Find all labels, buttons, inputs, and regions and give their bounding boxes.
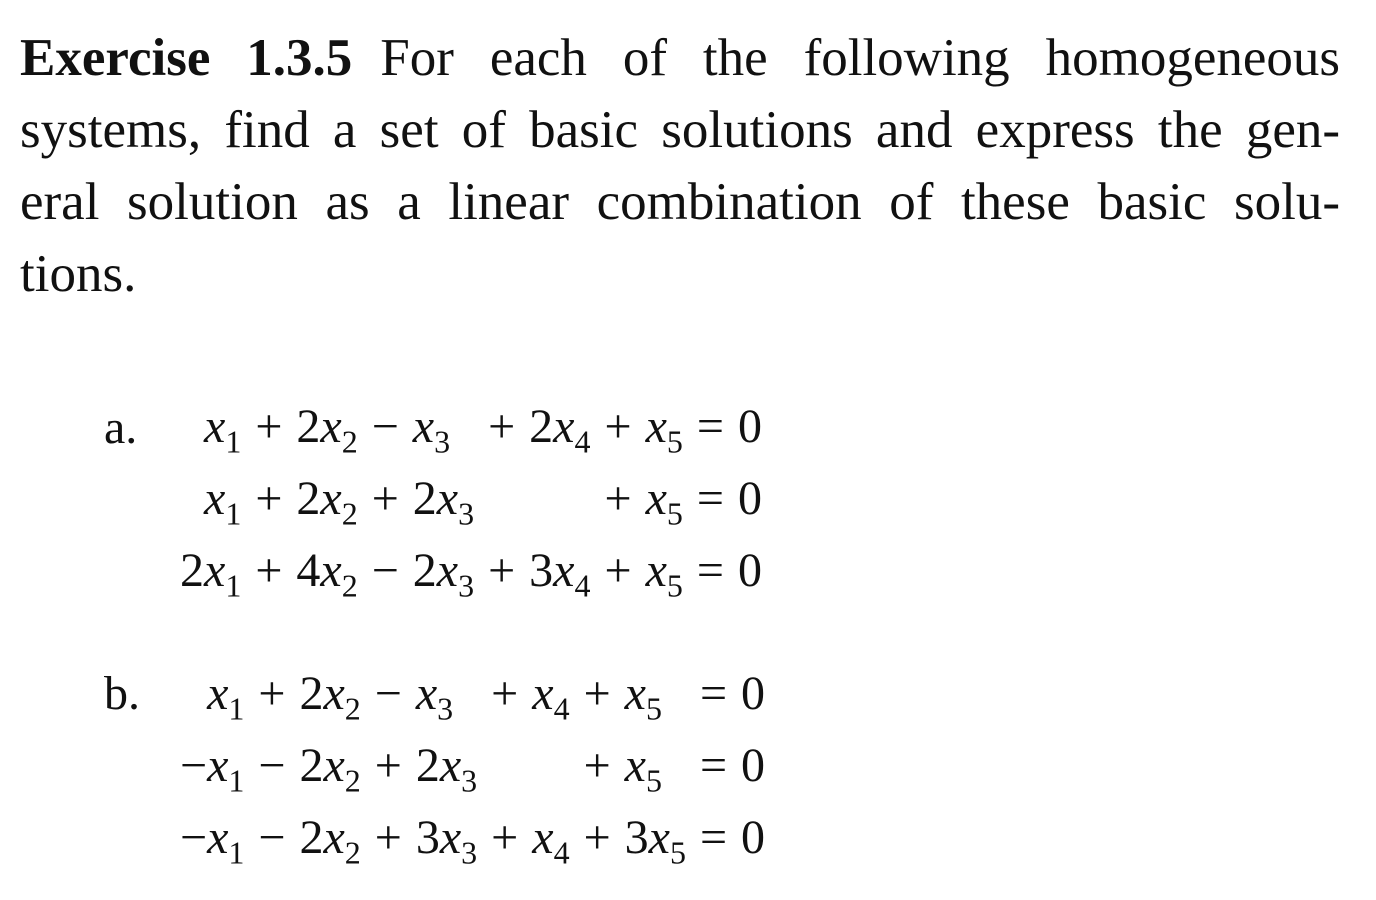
statement-line-3: eral solution as a linear combination of these basic solu- bbox=[20, 173, 1340, 231]
term: $x_5$ bbox=[645, 399, 683, 460]
system-a bbox=[180, 390, 762, 606]
operator: + bbox=[604, 471, 632, 525]
term: $2x_2$ bbox=[299, 666, 361, 727]
equals-sign: = bbox=[699, 810, 728, 864]
term: $x_4$ bbox=[532, 666, 570, 727]
operator: + bbox=[255, 471, 283, 525]
term: $2x_2$ bbox=[299, 810, 361, 871]
term: $4x_2$ bbox=[296, 543, 358, 604]
exercise-label: Exercise 1.3.5 bbox=[20, 29, 353, 87]
operator: + bbox=[488, 399, 516, 453]
statement-text-1: For each of the following homogeneous bbox=[380, 29, 1341, 87]
operator: + bbox=[491, 810, 519, 864]
operator: − bbox=[371, 399, 399, 453]
part-b-label: b. bbox=[104, 667, 140, 720]
equation-a-3 bbox=[180, 534, 762, 606]
term: $x_1$ bbox=[207, 666, 245, 727]
term: $x_5$ bbox=[645, 471, 683, 532]
term: $2x_2$ bbox=[299, 738, 361, 799]
term: $3x_3$ bbox=[415, 810, 478, 871]
equation-b-1 bbox=[180, 657, 765, 729]
term: $x_5$ bbox=[645, 543, 683, 604]
term: $2x_3$ bbox=[412, 543, 475, 604]
operator: + bbox=[583, 810, 611, 864]
term bbox=[532, 729, 569, 801]
term: $x_5$ bbox=[624, 666, 662, 727]
statement-line-4: tions. bbox=[20, 245, 137, 303]
exercise-statement bbox=[20, 22, 1340, 310]
term: $x_3$ bbox=[415, 666, 454, 727]
operator: + bbox=[488, 543, 516, 597]
equals-sign: = bbox=[699, 666, 728, 720]
rhs-value: 0 bbox=[741, 666, 766, 720]
term: $x_5$ bbox=[624, 738, 662, 799]
term: $2x_4$ bbox=[529, 399, 591, 460]
term: $x_3$ bbox=[412, 399, 451, 460]
equation-a-1 bbox=[180, 390, 762, 462]
operator: − bbox=[258, 738, 286, 792]
operator: + bbox=[374, 810, 402, 864]
term: $x_1$ bbox=[204, 471, 242, 532]
rhs-value: 0 bbox=[737, 543, 762, 597]
equals-sign: = bbox=[696, 399, 724, 453]
operator: + bbox=[583, 666, 611, 720]
equals-sign: = bbox=[696, 543, 724, 597]
operator: + bbox=[258, 666, 286, 720]
system-b bbox=[180, 657, 765, 873]
operator: + bbox=[604, 399, 632, 453]
term: $x_4$ bbox=[532, 810, 570, 871]
term: $3x_4$ bbox=[529, 543, 591, 604]
term: $2x_1$ bbox=[180, 543, 242, 604]
rhs-value: 0 bbox=[737, 471, 762, 525]
term: $x_1$ bbox=[204, 399, 242, 460]
equals-sign: = bbox=[696, 471, 724, 525]
operator: + bbox=[255, 399, 283, 453]
rhs-value: 0 bbox=[741, 810, 766, 864]
operator: + bbox=[604, 543, 632, 597]
equation-a-2 bbox=[180, 462, 762, 534]
operator bbox=[477, 729, 532, 801]
statement-line-2: systems, find a set of basic solutions and express the gen- bbox=[20, 101, 1340, 159]
statement-line-1 bbox=[20, 22, 1340, 94]
term: $2x_2$ bbox=[296, 471, 358, 532]
term bbox=[529, 462, 590, 534]
rhs-value: 0 bbox=[737, 399, 762, 453]
equals-sign: = bbox=[699, 738, 728, 792]
part-a-label: a. bbox=[104, 401, 138, 454]
operator: + bbox=[583, 738, 611, 792]
operator: + bbox=[491, 666, 519, 720]
operator: − bbox=[374, 666, 402, 720]
term: $3x_5$ bbox=[624, 810, 686, 871]
operator: + bbox=[255, 543, 283, 597]
term: $2x_2$ bbox=[296, 399, 358, 460]
equation-b-2 bbox=[180, 729, 765, 801]
term: $-x_1$ bbox=[180, 810, 245, 871]
term: $2x_3$ bbox=[412, 471, 475, 532]
equation-b-3 bbox=[180, 801, 765, 873]
operator bbox=[474, 462, 529, 534]
operator: − bbox=[258, 810, 286, 864]
operator: + bbox=[374, 738, 402, 792]
term: $2x_3$ bbox=[415, 738, 478, 799]
operator: + bbox=[371, 471, 399, 525]
operator: − bbox=[371, 543, 399, 597]
rhs-value: 0 bbox=[741, 738, 766, 792]
term: $-x_1$ bbox=[180, 738, 245, 799]
